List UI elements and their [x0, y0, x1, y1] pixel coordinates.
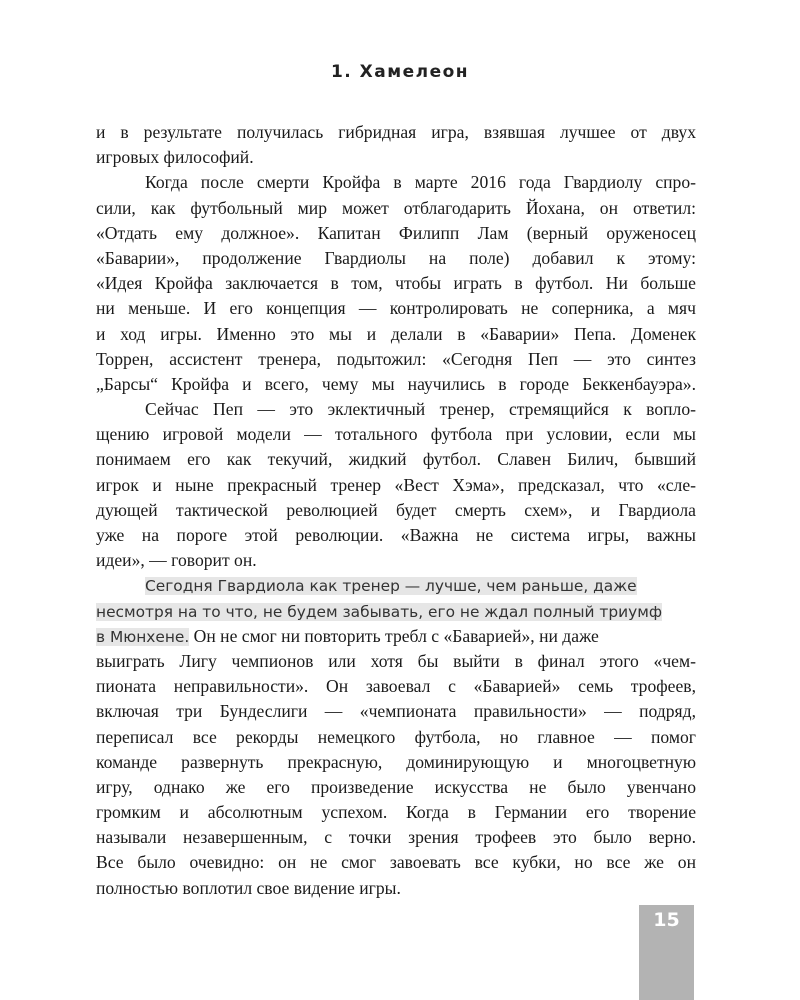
highlighted-text: Сегодня Гвардиола как тренер — лучше, чем раньше, даже	[145, 577, 637, 596]
highlighted-text: в Мюнхене.	[96, 627, 190, 646]
text-line: команде развернуть прекрасную, доминирующую и многоцветную	[96, 751, 696, 772]
text-line: Торрен, ассистент тренера, подытожил: «Сегодня Пеп — это синтез	[96, 348, 696, 369]
text-line: дующей тактической революцией будет смерть схем», и Гвардиола	[96, 499, 696, 520]
text-line: щению игровой модели — тотального футбола при условии, если мы	[96, 424, 696, 445]
page-number: 15	[653, 909, 680, 931]
text-line: включая три Бундеслиги — «чемпионата правильности» — подряд,	[96, 701, 696, 722]
page-number-tab	[639, 905, 694, 1000]
text-line: выиграть Лигу чемпионов или хотя бы выйти в финал этого «чем-	[96, 650, 696, 671]
text-line: Сейчас Пеп — это эклектичный тренер, стремящийся к вопло-	[145, 399, 696, 420]
text-line: пионата неправильности». Он завоевал с «Баварией» семь трофеев,	[96, 676, 696, 697]
text-line: игрок и ныне прекрасный тренер «Вест Хэма», предсказал, что «сле-	[96, 474, 696, 495]
chapter-header: 1. Хамелеон	[330, 62, 470, 82]
highlighted-line	[96, 573, 696, 598]
text-line: Когда после смерти Кройфа в марте 2016 года Гвардиолу спро-	[145, 172, 696, 193]
text-line: «Идея Кройфа заключается в том, чтобы играть в футбол. Ни больше	[96, 273, 696, 294]
text-line: полностью воплотил свое видение игры.	[96, 877, 401, 898]
text-line: идеи», — говорит он.	[96, 550, 257, 571]
text-line: и в результате получилась гибридная игра, взявшая лучшее от двух	[96, 122, 696, 142]
highlighted-line	[96, 599, 696, 624]
text-fragment: Он не смог ни повторить требл с «Баварией», ни даже	[189, 625, 599, 646]
text-line: игру, однако же его произведение искусства не было увенчано	[96, 776, 696, 797]
text-line: уже на пороге этой революции. «Важна не система игры, важны	[96, 525, 696, 545]
text-line: «Отдать ему должное». Капитан Филипп Лам (верный оруженосец	[96, 222, 696, 243]
text-line: называли незавершенным, с точки зрения трофеев это было верно.	[96, 827, 696, 848]
text-line: „Барсы“ Кройфа и всего, чему мы научились в городе Беккенбауэра».	[96, 373, 696, 394]
text-line: громким и абсолютным успехом. Когда в Германии его творение	[96, 802, 696, 823]
mixed-line	[96, 624, 696, 649]
highlighted-text: несмотря на то что, не будем забывать, его не ждал полный триумф	[96, 602, 663, 621]
text-line: переписал все рекорды немецкого футбола, но главное — помог	[96, 726, 696, 747]
text-line: сили, как футбольный мир может отблагодарить Йохана, он ответил:	[96, 197, 696, 218]
text-line: «Баварии», продолжение Гвардиолы на поле) добавил к этому:	[96, 247, 696, 268]
text-line: понимаем его как текучий, жидкий футбол. Славен Билич, бывший	[96, 449, 696, 470]
text-line: ни меньше. И его концепция — контролировать не соперника, а мяч	[96, 298, 696, 319]
body-text	[96, 120, 696, 901]
text-line: игровых философий.	[96, 147, 254, 168]
text-line: Все было очевидно: он не смог завоевать все кубки, но все же он	[96, 852, 696, 873]
text-line: и ход игры. Именно это мы и делали в «Баварии» Пепа. Доменек	[96, 323, 696, 344]
